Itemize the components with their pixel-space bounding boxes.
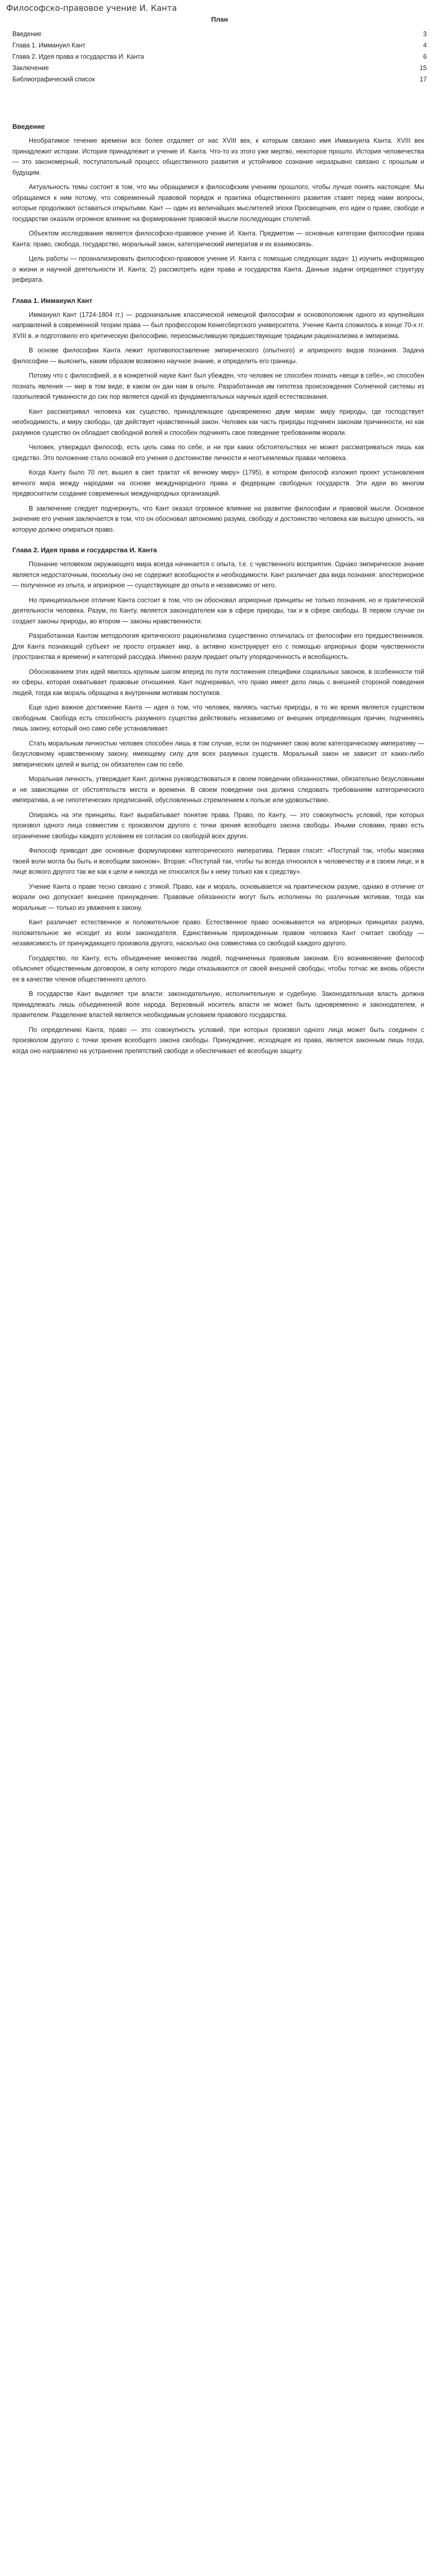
paragraph: Стать моральным личностью человек способен лишь в том случае, если он подчиняет свою волю категорическому императиву — безусловному нравственному закону, имеющему силу для всех разумных существ. Моральный закон не зависит от каких-либо эмпирических целей и выгод; он обязателен сам по себе. — [12, 739, 424, 768]
section-intro — [12, 123, 424, 285]
section-chapter2 — [12, 546, 424, 1056]
toc-item-label: Введение — [12, 30, 42, 38]
toc-item[interactable] — [12, 62, 427, 74]
paragraph: Но принципиальное отличие Канта состоит в том, что он обосновал априорные принципы не только познания, но и практической деятельности человека. Разум, по Канту, является законодателем как в сфере природы, так и в сфере свободы. В первом случае он создает законы природы, во втором — законы нравственности. — [12, 596, 424, 625]
paragraph: Разработанная Кантом методология критического рационализма существенно отличалась от философии его предшественников. Для Канта познающий субъект не просто отражает мир, а активно конструирует его с помощью априорных форм чувственности (пространства и времени) и категорий рассудка. Именно разум придает опыту упорядоченность и всеобщность. — [12, 632, 424, 660]
paragraph: Познание человеком окружающего мира всегда начинается с опыта, т.е. с чувственного восприятия. Однако эмпирическое знание является недостаточным, поскольку оно не содержит всеобщности и необходимости. Кант различает два вида познания: апостериорное — полученное из опыта, и априорное — существующее до опыта и независимо от него. — [12, 561, 424, 589]
document-body — [12, 118, 424, 1060]
toc-item-page: 4 — [423, 42, 427, 49]
section-paragraphs — [12, 559, 424, 1056]
section-title: Глава 2. Идея права и государства И. Канта — [12, 546, 157, 554]
paragraph: По определению Канта, право — это совокупность условий, при которых произвол одного лица может быть соединен с произволом другого с точки зрения всеобщего закона свободы. Принуждение, исходящее из права, является законным лишь тогда, когда оно направлено на устранение препятствий свободе и обеспечивает её всеобщую защиту. — [12, 1026, 424, 1055]
document-title: Философско-правовое учение И. Канта — [6, 3, 177, 13]
paragraph: Человек, утверждал философ, есть цель сама по себе, и ни при каких обстоятельствах не может рассматриваться лишь как средство. Это положение стало основой его учения о достоинстве личности и неотъемлемых правах человека. — [12, 444, 424, 462]
section-paragraphs — [12, 310, 424, 535]
toc-item-label: Библиографический список — [12, 76, 95, 83]
paragraph: Актуальность темы состоит в том, что мы обращаемся к философским учениям прошлого, чтобы лучше понять настоящее. Мы обращаемся к ним потому, что современный правовой порядок и практика общественного развития ставят перед нами вопросы, которые продолжают оставаться открытыми. Кант — один из величайших мыслителей эпохи Просвещения, его идеи о праве, свободе и государстве оказали огромное влияние на формирование правовой мысли последующих столетий. — [12, 183, 424, 223]
toc-item-page: 6 — [423, 53, 427, 60]
toc-item-page: 15 — [420, 64, 427, 72]
toc-item-label: Глава 2. Идея права и государства И. Канта — [12, 53, 144, 60]
toc-item-page: 3 — [423, 30, 427, 38]
paragraph: В заключение следует подчеркнуть, что Кант оказал огромное влияние на развитие философии и правовой мысли. Основное значение его учения заключается в том, что он обосновал автономию разума, свободу и достоинство человека как высшую ценность, на которую должно опираться право. — [12, 504, 424, 533]
paragraph: Когда Канту было 70 лет, вышел в свет трактат «К вечному миру» (1795), в котором философ изложил проект установления вечного мира между народами на основе международного права и федерации свободных государств. Эти идеи во многом предвосхитили создание современных международных организаций. — [12, 469, 424, 497]
toc-item-page: 17 — [420, 76, 427, 83]
paragraph: Философ приводит две основные формулировки категорического императива. Первая гласит: «Поступай так, чтобы максима твоей воли могла бы быть и всеобщим законом». Вторая: «Поступай так, чтобы ты всегда относился к человечеству и в своем лице, и в лице всякого другого так же как к цели и никогда не относился бы к нему только как к средству». — [12, 847, 424, 875]
toc-heading: План — [211, 15, 228, 23]
paragraph: Еще одно важное достижение Канта — идея о том, что человек, являясь частью природы, в то же время является существом свободным. Свобода есть способность разумного существа действовать независимо от внешних определяющих причин, подчиняясь лишь закону, который оно само себе устанавливает. — [12, 704, 424, 732]
paragraph: Необратимое течение времени все более отдаляет от нас XVIII век, к которым связано имя Иммануила Канта. XVIII век принадлежит истории. История принадлежит и учение И. Канта. Что-то из этого уже мертво, некоторое прошло. История человечества — это закономерный, поступательный процесс общественного развития и устойчивое сознание неразрывно связано с прошлым и будущим. — [12, 137, 424, 176]
paragraph: Иммануил Кант (1724-1804 гг.) — родоначальник классической немецкой философии и основоположник одного из крупнейших направлений в современной теории права — был профессором Кенигсбергского университета. Учение Канта сложилось в конце 70-х гг. XVIII в. и подготовило его критическую философию, переосмыслившую предшествующие традиции рационализма и эмпиризма. — [12, 311, 424, 340]
toc-item-label: Глава 1. Иммануил Кант — [12, 42, 86, 49]
toc-item[interactable] — [12, 51, 427, 62]
paragraph: Учение Канта о праве тесно связано с этикой. Право, как и мораль, основывается на практическом разуме, однако в отличие от морали оно допускает внешнее принуждение. Правовые обязанности могут быть исполнены по различным мотивам, тогда как моральные — только из уважения к закону. — [12, 883, 424, 911]
toc-item[interactable] — [12, 28, 427, 40]
paragraph: В основе философии Канта лежит противопоставление эмпирического (опытного) и априорного видов познания. Задача философии — выяснить, каким образом возможно научное знание, и определить его границы. — [12, 347, 424, 365]
toc-item[interactable] — [12, 40, 427, 51]
toc-item-label: Заключение — [12, 64, 49, 72]
table-of-contents — [12, 15, 427, 85]
paragraph: Объектом исследования является философско-правовое учение И. Канта. Предметом — основные категории философии права Канта: право, свобода, государство, моральный закон, категорический императив и их взаимосвязь. — [12, 230, 424, 248]
paragraph: Кант рассматривал человека как существо, принадлежащее одновременно двум мирам: миру природы, где господствует необходимость, и миру свободы, где действует нравственный закон. Человек как часть природы подчинен законам причинности, но как разумное существо он обладает свободной волей и способен подчинять свое поведение требованиям морали. — [12, 408, 424, 436]
paragraph: Моральная личность, утверждает Кант, должна руководствоваться в своем поведении обязанностями, обязательно безусловными и не зависящими от обстоятельств места и времени. В своем поведении она должна следовать требованиям категорического императива, а не гипотетических предписаний, обусловленных стремлением к пользе или удовольствию. — [12, 775, 424, 804]
toc-item[interactable] — [12, 74, 427, 85]
paragraph: Цель работы — проанализировать философско-правовое учение И. Канта с помощью следующих задач: 1) изучить информацию о жизни и научной деятельности И. Канта; 2) рассмотреть идеи права и государства Канта. Данные задачи определяют структуру реферата. — [12, 255, 424, 283]
paragraph: В государстве Кант выделяет три власти: законодательную, исполнительную и судебную. Законодательная власть должна принадлежать лишь объединенной воле народа. Верховный носитель власти не может быть одновременно и законодателем, и правителем. Разделение властей является необходимым условием правового государства. — [12, 990, 424, 1019]
paragraph: Потому что с философией, а в конкретной науке Кант был убежден, что человек не способен познать «вещи в себе», но способен познать явления — мир в том виде, в каком он дан нам в опыте. Разработанная им гипотеза происхождения Солнечной системы из газопылевой туманности до сих пор является одной из фундаментальных научных идей естествознания. — [12, 372, 424, 400]
paragraph: Государство, по Канту, есть объединение множества людей, подчиненных правовым законам. Его возникновение философ объясняет общественным договором, в силу которого люди отказываются от своей внешней свободы, чтобы тотчас же вновь обрести ее в качестве членов общественного целого. — [12, 954, 424, 983]
paragraph: Кант различает естественное и положительное право. Естественное право основывается на априорных принципах разума, положительное же исходит из воли законодателя. Единственным прирожденным правом человека Кант считает свободу — независимость от принуждающего произвола другого, насколько она совместима со свободой каждого другого. — [12, 919, 424, 947]
section-chapter1 — [12, 297, 424, 535]
section-paragraphs — [12, 135, 424, 285]
toc-list — [12, 28, 427, 85]
section-title: Введение — [12, 123, 45, 130]
section-title: Глава 1. Иммануил Кант — [12, 296, 93, 304]
paragraph: Опираясь на эти принципы, Кант вырабатывает понятие права. Право, по Канту, — это совокупность условий, при которых произвол одного лица совместим с произволом другого с точки зрения всеобщего закона свободы. Иными словами, право есть ограничение свободы каждого условием ее согласия со свободой всех других. — [12, 811, 424, 840]
paragraph: Обоснованием этих идей явилось крупным шагом вперед по пути постижения специфики социальных законов, в особенности той их сферы, которая охватывает правовые отношения. Кант подчеркивал, что право имеет дело лишь с внешней стороной поведения людей, тогда как мораль обращена к внутренним мотивам поступков. — [12, 668, 424, 697]
